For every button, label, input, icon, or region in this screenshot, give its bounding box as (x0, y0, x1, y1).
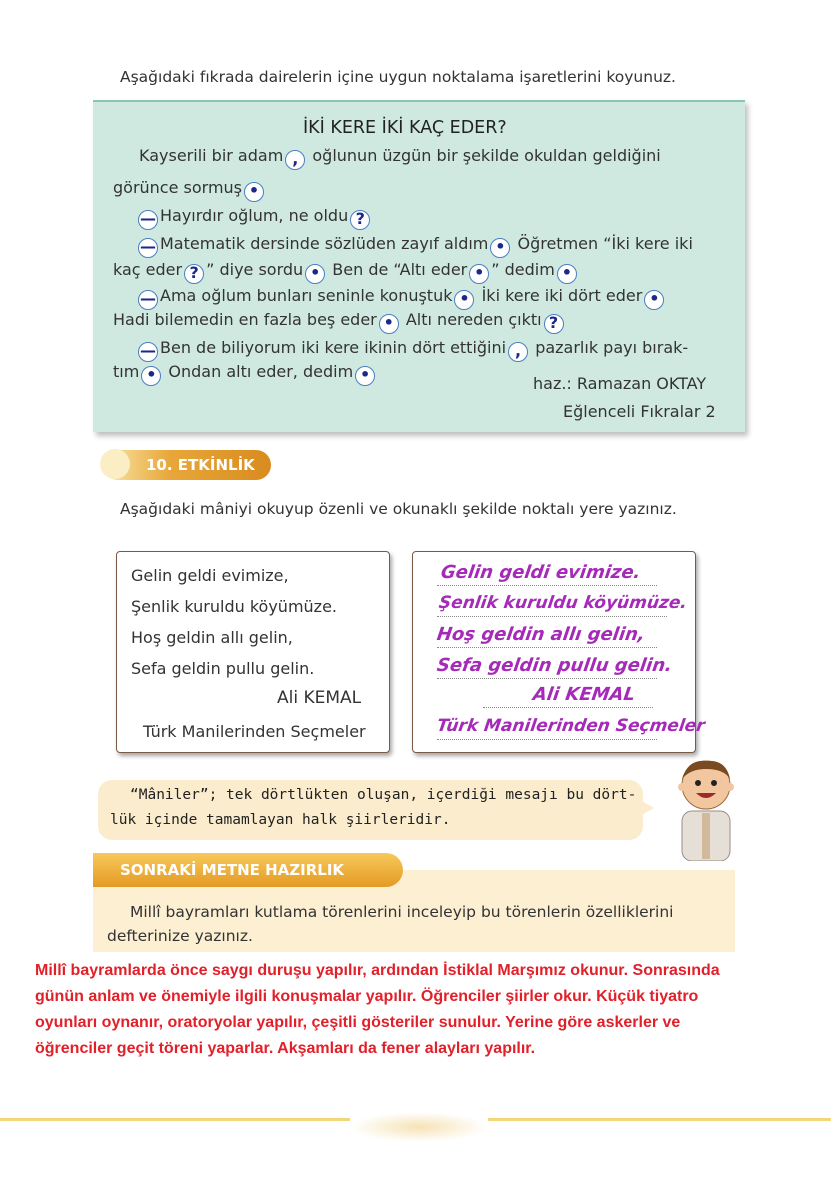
dash-mark-circle[interactable]: — (140, 341, 156, 360)
answer-line-4: öğrenciler geçit töreni yaparlar. Akşamları da fener alayları yapılır. (35, 1040, 536, 1057)
dash-mark-circle[interactable]: — (140, 209, 156, 228)
dot-mark-circle[interactable]: • (454, 290, 474, 310)
question-mark-circle[interactable]: ? (350, 210, 370, 230)
dot-mark-circle[interactable]: • (305, 264, 325, 284)
handwriting-line-3: Hoş geldin allı gelin, (435, 624, 647, 645)
info-bubble-tail (640, 800, 654, 816)
poem-line-4: Sefa geldin pullu gelin. (131, 659, 315, 678)
boy-character-icon (668, 755, 744, 861)
dot-mark-circle[interactable]: • (557, 264, 577, 284)
story-line-8: — Ben de biliyorum iki kere ikinin dört ettiğini , pazarlık payı bırak- (140, 338, 689, 360)
footer-page-marker (350, 1112, 488, 1142)
comma-mark-circle[interactable]: , (508, 342, 528, 362)
story-source-author: haz.: Ramazan OKTAY (533, 374, 707, 393)
poem-line-2: Şenlik kuruldu köyümüze. (131, 597, 337, 616)
dot-mark-circle[interactable]: • (490, 238, 510, 258)
writing-line-2 (437, 615, 667, 617)
story-line-2: görünce sormuş • (113, 178, 266, 202)
writing-card[interactable] (412, 551, 707, 753)
footer-line-right (488, 1118, 831, 1121)
story-box (93, 100, 745, 432)
question-mark-circle[interactable]: ? (544, 314, 564, 334)
question-mark-circle[interactable]: ? (184, 264, 204, 284)
info-line-1: “Mâniler”; tek dörtlükten oluşan, içerdiği mesajı bu dört- (130, 787, 637, 803)
dot-mark-circle[interactable]: • (244, 182, 264, 202)
story-line-5: kaç eder ? ” diye sordu • Ben de “Altı eder • ” dedim • (113, 260, 579, 284)
activity-instruction: Aşağıdaki mâniyi okuyup özenli ve okunaklı şekilde noktalı yere yazınız. (120, 500, 677, 518)
story-line-9: tım • Ondan altı eder, dedim • (113, 362, 377, 386)
poem-author: Ali KEMAL (277, 688, 362, 708)
writing-line-1 (437, 584, 657, 586)
poem-source: Türk Manilerinden Seçmeler (143, 722, 366, 741)
poem-card (116, 551, 390, 753)
comma-mark-circle[interactable]: , (285, 150, 305, 170)
dot-mark-circle[interactable]: • (379, 314, 399, 334)
handwriting-line-1: Gelin geldi evimize. (439, 562, 643, 583)
story-line-4: — Matematik dersinde sözlüden zayıf aldım • Öğretmen “İki kere iki (140, 234, 693, 256)
story-title: İKİ KERE İKİ KAÇ EDER? (303, 118, 507, 138)
poem-line-3: Hoş geldin allı gelin, (131, 628, 293, 647)
story-source-book: Eğlenceli Fıkralar 2 (563, 402, 716, 421)
next-prep-line-2: defterinize yazınız. (107, 927, 253, 945)
answer-line-3: oyunları oynanır, oratoryolar yapılır, çeşitli gösteriler sunulur. Yerine göre askerler ve (35, 1014, 681, 1031)
story-line-6: — Ama oğlum bunları seninle konuştuk • İki kere iki dört eder • (138, 286, 666, 310)
writing-line-5 (483, 706, 653, 708)
poem-line-1: Gelin geldi evimize, (131, 566, 289, 585)
next-prep-line-1: Millî bayramları kutlama törenlerini inceleyip bu törenlerin özelliklerini (130, 903, 674, 921)
footer-line-left (0, 1118, 350, 1121)
dot-mark-circle[interactable]: • (141, 366, 161, 386)
writing-line-4 (437, 677, 657, 679)
activity-label: 10. ETKİNLİK (146, 456, 255, 474)
dot-mark-circle[interactable]: • (469, 264, 489, 284)
answer-line-2: günün anlam ve önemiyle ilgili konuşmalar yapılır. Öğrenciler şiirler okur. Küçük tiyatro (35, 988, 699, 1005)
handwriting-source: Türk Manilerinden Seçmeler (435, 716, 707, 736)
handwriting-line-2: Şenlik kuruldu köyümüze. (437, 593, 689, 613)
answer-line-1: Millî bayramlarda önce saygı duruşu yapılır, ardından İstiklal Marşımız okunur. Sonrasında (35, 962, 720, 979)
info-line-2: lük içinde tamamlayan halk şiirleridir. (110, 812, 451, 828)
dot-mark-circle[interactable]: • (355, 366, 375, 386)
writing-line-3 (437, 646, 657, 648)
story-line-3: — Hayırdır oğlum, ne oldu ? (138, 206, 372, 230)
handwriting-author: Ali KEMAL (531, 684, 637, 705)
dash-mark-circle[interactable]: — (140, 237, 156, 256)
activity-banner-icon (100, 449, 130, 479)
story-line-1: Kayserili bir adam , oğlunun üzgün bir şekilde okuldan geldiğini (139, 146, 661, 168)
writing-line-6 (437, 738, 657, 740)
dot-mark-circle[interactable]: • (644, 290, 664, 310)
dash-mark-circle[interactable]: — (140, 289, 156, 308)
story-line-7: Hadi bilemedin en fazla beş eder • Altı nereden çıktı ? (113, 310, 566, 334)
next-prep-label: SONRAKİ METNE HAZIRLIK (120, 861, 345, 879)
instruction-text: Aşağıdaki fıkrada dairelerin içine uygun noktalama işaretlerini koyunuz. (120, 68, 676, 86)
handwriting-line-4: Sefa geldin pullu gelin. (435, 655, 674, 676)
